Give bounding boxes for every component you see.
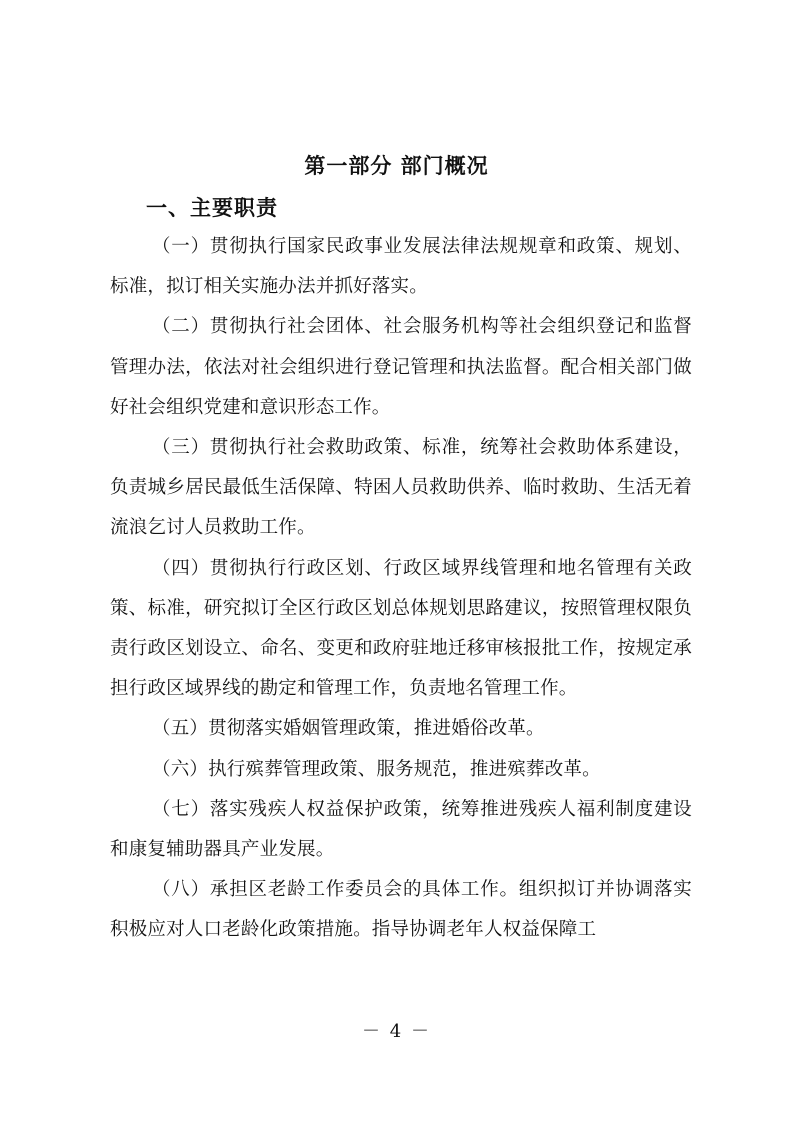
paragraph: （五）贯彻落实婚姻管理政策，推进婚俗改革。 — [152, 718, 545, 740]
paragraph: （八）承担区老龄工作委员会的具体工作。组织拟订并协调落实积极应对人口老龄化政策措施。指导协调老年人权益保障工 — [110, 879, 692, 941]
body-text — [110, 227, 692, 951]
paragraph: （二）贯彻执行社会团体、社会服务机构等社会组织登记和监督管理办法，依法对社会组织进行登记管理和执法监督。配合相关部门做好社会组织党建和意识形态工作。 — [110, 316, 692, 418]
section-heading: 一、主要职责 — [146, 196, 278, 220]
part-title: 第一部分 部门概况 — [304, 154, 489, 178]
paragraph: （三）贯彻执行社会救助政策、标准，统筹社会救助体系建设，负责城乡居民最低生活保障、特困人员救助供养、临时救助、生活无着流浪乞讨人员救助工作。 — [110, 437, 692, 539]
paragraph: （六）执行殡葬管理政策、服务规范，推进殡葬改革。 — [152, 758, 601, 780]
paragraph: （一）贯彻执行国家民政事业发展法律法规规章和政策、规划、标准，拟订相关实施办法并抓好落实。 — [110, 236, 692, 298]
page-number: － 4 － — [362, 1021, 431, 1042]
paragraph: （四）贯彻执行行政区划、行政区域界线管理和地名管理有关政策、标准，研究拟订全区行政区划总体规划思路建议，按照管理权限负责行政区划设立、命名、变更和政府驻地迁移审核报批工作，按规定承担行政区域界线的勘定和管理工作，负责地名管理工作。 — [110, 557, 692, 700]
paragraph: （七）落实残疾人权益保护政策，统筹推进残疾人福利制度建设和康复辅助器具产业发展。 — [110, 798, 692, 861]
